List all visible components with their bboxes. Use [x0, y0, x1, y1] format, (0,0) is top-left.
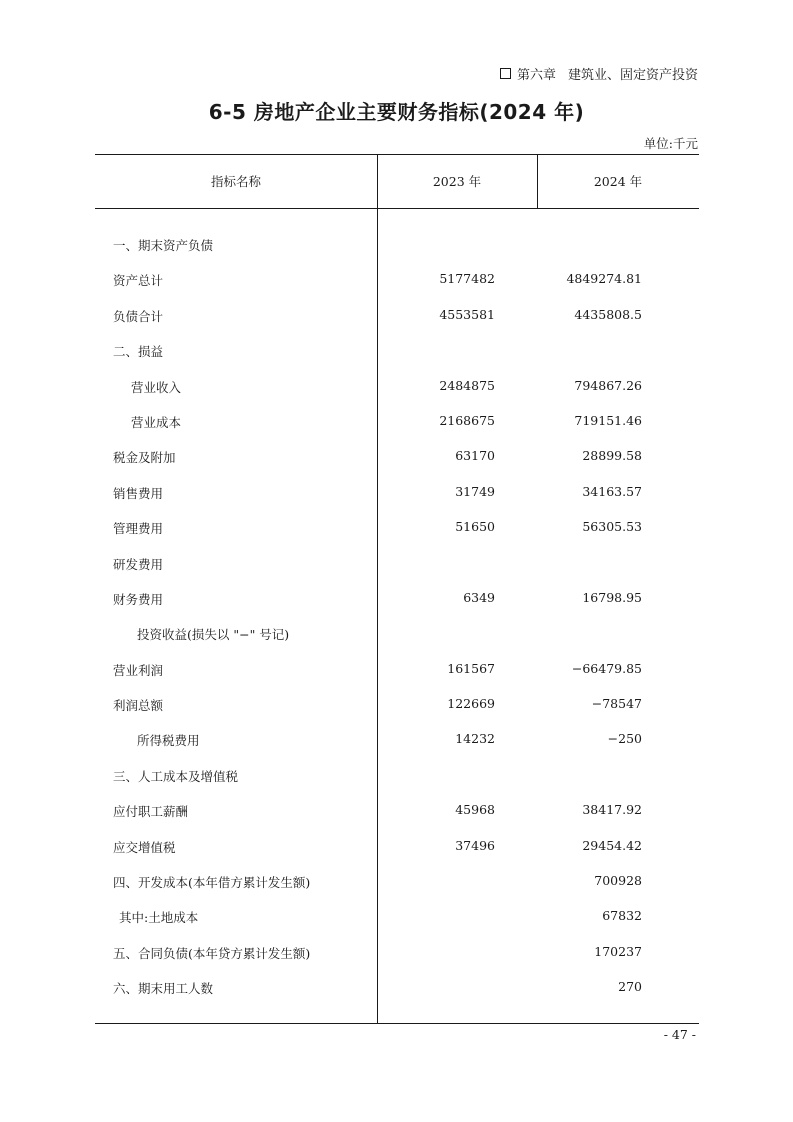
row-value-2023: 6349 — [463, 589, 495, 605]
row-indicator-name: 营业收入 — [131, 379, 182, 395]
table-row — [95, 545, 699, 580]
row-indicator-name: 利润总额 — [113, 698, 164, 714]
row-indicator-name: 投资收益(损失以 "−" 号记) — [137, 627, 290, 643]
table-row — [95, 261, 699, 296]
row-indicator-name: 负债合计 — [113, 308, 164, 324]
row-value-2023: 2484875 — [439, 377, 495, 393]
table-row — [95, 226, 699, 261]
table-row — [95, 368, 699, 403]
table-row — [95, 509, 699, 544]
page-number: - 47 - — [663, 1027, 696, 1042]
row-indicator-name: 研发费用 — [113, 556, 164, 572]
row-value-2024: 16798.95 — [582, 589, 642, 605]
table-row — [95, 474, 699, 509]
page-title: 6-5 房地产企业主要财务指标(2024 年) — [208, 100, 585, 124]
row-indicator-name: 营业成本 — [131, 414, 182, 430]
row-value-2024: −78547 — [591, 696, 642, 712]
row-indicator-name: 财务费用 — [113, 591, 164, 607]
table-top-rule — [95, 154, 699, 155]
row-value-2023: 161567 — [447, 660, 495, 676]
table-row — [95, 651, 699, 686]
table-row — [95, 757, 699, 792]
row-value-2023: 14232 — [455, 731, 495, 747]
row-indicator-name: 二、损益 — [113, 344, 164, 360]
row-value-2024: 4849274.81 — [566, 271, 642, 287]
row-value-2024: 170237 — [594, 943, 642, 959]
table-row — [95, 332, 699, 367]
row-value-2024: 38417.92 — [582, 802, 642, 818]
column-header-2024: 2024 年 — [593, 174, 643, 189]
row-indicator-name: 一、期末资产负债 — [113, 238, 214, 253]
row-indicator-name: 资产总计 — [113, 273, 164, 289]
table-header-rule — [95, 208, 699, 209]
table-row — [95, 828, 699, 863]
row-indicator-name: 五、合同负债(本年贷方累计发生额) — [113, 945, 311, 961]
table-row — [95, 438, 699, 473]
row-value-2024: 270 — [618, 979, 642, 995]
row-value-2023: 122669 — [447, 696, 495, 712]
table-row — [95, 615, 699, 650]
row-value-2024: 719151.46 — [574, 412, 642, 428]
table-row — [95, 898, 699, 933]
row-indicator-name: 四、开发成本(本年借方累计发生额) — [113, 875, 311, 891]
row-value-2024: 28899.58 — [582, 448, 642, 464]
row-value-2024: 794867.26 — [574, 377, 642, 393]
row-value-2023: 63170 — [455, 448, 495, 464]
row-indicator-name: 应付职工薪酬 — [113, 804, 189, 820]
table-row — [95, 863, 699, 898]
row-value-2024: 56305.53 — [582, 519, 642, 535]
row-indicator-name: 营业利润 — [113, 662, 164, 678]
row-value-2024: 34163.57 — [582, 483, 642, 499]
row-value-2023: 51650 — [455, 519, 495, 535]
row-value-2023: 5177482 — [439, 271, 495, 287]
unit-label: 单位:千元 — [643, 136, 698, 151]
chapter-header — [500, 64, 698, 83]
table-row — [95, 403, 699, 438]
row-value-2023: 4553581 — [439, 306, 495, 322]
row-indicator-name: 三、人工成本及增值税 — [113, 768, 239, 784]
chapter-title: 建筑业、固定资产投资 — [567, 68, 698, 83]
row-indicator-name: 管理费用 — [113, 521, 164, 537]
table-bottom-rule — [95, 1023, 699, 1024]
row-indicator-name: 应交增值税 — [113, 839, 176, 855]
row-value-2023: 2168675 — [439, 412, 495, 428]
column-header-name: 指标名称 — [210, 174, 261, 189]
row-indicator-name: 其中:土地成本 — [119, 910, 199, 926]
row-value-2023: 45968 — [455, 802, 495, 818]
column-header-2023: 2023 年 — [432, 174, 482, 189]
row-value-2024: 67832 — [602, 908, 642, 924]
table-row — [95, 297, 699, 332]
financial-table — [95, 154, 699, 1025]
table-row — [95, 934, 699, 969]
table-row — [95, 969, 699, 1004]
table-row — [95, 792, 699, 827]
row-value-2024: −66479.85 — [571, 660, 642, 676]
chapter-label: 第六章 — [516, 68, 556, 83]
table-row — [95, 721, 699, 756]
row-value-2024: 700928 — [594, 873, 642, 889]
row-value-2024: 29454.42 — [582, 837, 642, 853]
row-value-2023: 37496 — [455, 837, 495, 853]
table-row — [95, 686, 699, 721]
row-indicator-name: 所得税费用 — [137, 733, 200, 749]
square-icon — [500, 68, 511, 79]
row-indicator-name: 销售费用 — [113, 485, 164, 501]
row-indicator-name: 税金及附加 — [113, 450, 176, 466]
table-row — [95, 580, 699, 615]
row-indicator-name: 六、期末用工人数 — [113, 981, 214, 997]
row-value-2024: 4435808.5 — [574, 306, 642, 322]
row-value-2024: −250 — [607, 731, 642, 747]
row-value-2023: 31749 — [455, 483, 495, 499]
table-body — [95, 226, 699, 1005]
